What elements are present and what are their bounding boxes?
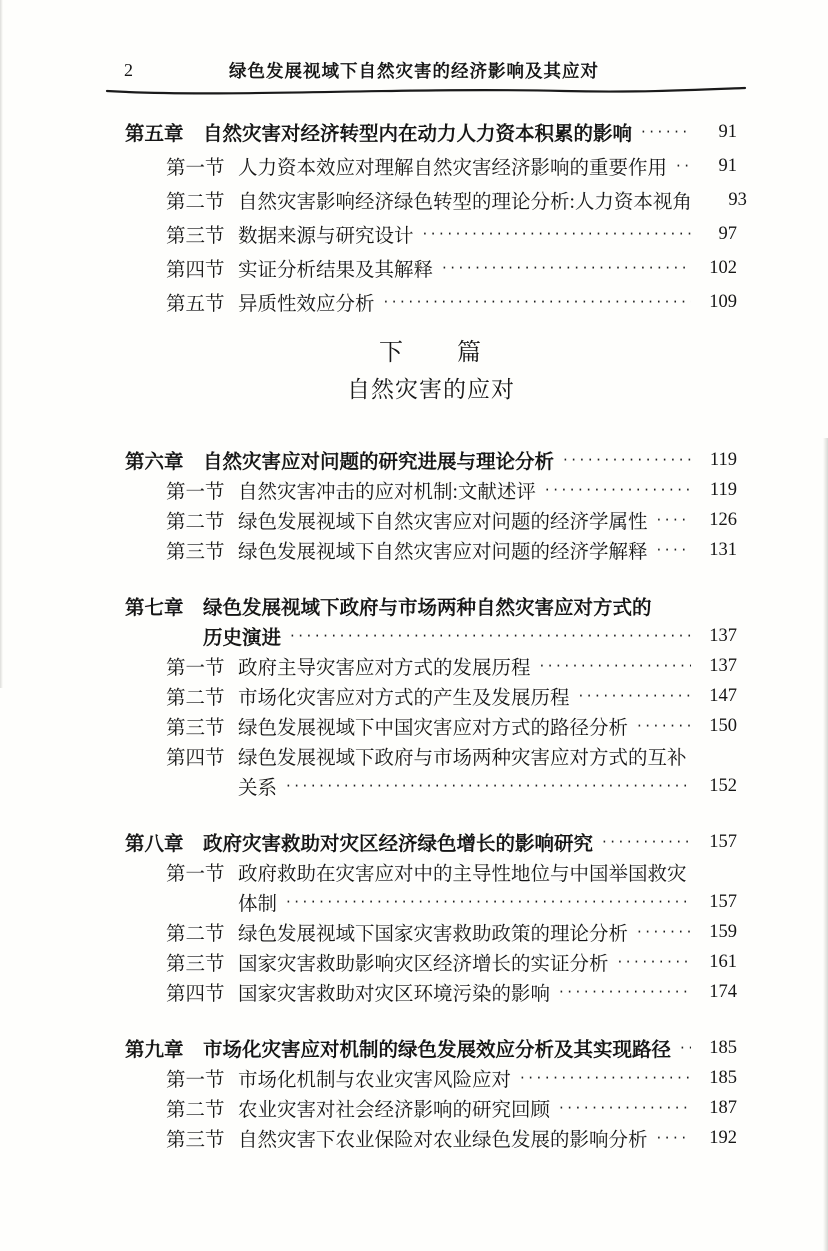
dot-leader xyxy=(442,259,691,277)
toc-entry-page: 185 xyxy=(709,1037,737,1058)
toc-row-section xyxy=(166,651,737,681)
toc-entry-page: 159 xyxy=(709,921,737,942)
toc-entry-page: 152 xyxy=(709,775,737,796)
toc-row-section xyxy=(166,1093,737,1123)
toc-row-section xyxy=(166,857,737,887)
toc-entry-title: 绿色发展视域下中国灾害应对方式的路径分析 xyxy=(238,718,629,739)
dot-leader xyxy=(657,511,691,529)
toc-entry-label: 第一节 xyxy=(166,1070,225,1091)
toc-row-section xyxy=(166,681,737,711)
toc-entry-title: 绿色发展视域下自然灾害应对问题的经济学属性 xyxy=(238,512,648,533)
toc-entry-title: 数据来源与研究设计 xyxy=(238,226,414,247)
toc-entry-page: 119 xyxy=(709,449,737,470)
part-title: 自然灾害的应对 xyxy=(347,377,515,402)
toc-row-section xyxy=(166,217,737,251)
toc-entry-title: 市场化机制与农业灾害风险应对 xyxy=(238,1070,512,1091)
toc-row-section xyxy=(166,251,737,285)
toc-row-section xyxy=(166,475,737,505)
dot-leader xyxy=(657,1129,691,1147)
toc-entry-title: 自然灾害影响经济绿色转型的理论分析:人力资本视角 xyxy=(238,192,692,213)
running-header-title: 绿色发展视域下自然灾害的经济影响及其应对 xyxy=(229,61,599,81)
dot-leader xyxy=(423,225,691,243)
toc-entry-label: 第二节 xyxy=(166,192,225,213)
toc-entry-page: 126 xyxy=(709,509,737,530)
toc-row-section xyxy=(166,917,737,947)
page-header xyxy=(0,58,828,84)
toc-row-section xyxy=(166,183,747,217)
toc-entry-title: 异质性效应分析 xyxy=(238,294,375,315)
toc-row-section xyxy=(166,505,737,535)
toc-entry-label: 第三节 xyxy=(166,954,225,975)
toc-entry-title: 自然灾害对经济转型内在动力人力资本积累的影响 xyxy=(203,123,633,145)
toc-entry-label: 第三节 xyxy=(166,718,225,739)
toc-entry-label: 第三节 xyxy=(166,542,225,563)
toc-entry-page: 109 xyxy=(709,291,737,312)
dot-leader xyxy=(540,657,691,675)
toc-row-chapter xyxy=(125,827,737,857)
toc-entry-label: 第一节 xyxy=(166,158,225,179)
table-of-contents xyxy=(125,115,747,1153)
toc-entry-title: 国家灾害救助影响灾区经济增长的实证分析 xyxy=(238,954,609,975)
toc-entry-page: 161 xyxy=(709,951,737,972)
toc-entry-title: 人力资本效应对理解自然灾害经济影响的重要作用 xyxy=(238,158,668,179)
toc-entry-title: 历史演进 xyxy=(203,627,282,649)
dot-leader xyxy=(286,893,691,911)
toc-entry-page: 192 xyxy=(709,1127,737,1148)
toc-entry-label: 第六章 xyxy=(125,451,184,473)
toc-entry-page: 137 xyxy=(709,625,737,646)
part-divider xyxy=(125,338,737,405)
dot-leader xyxy=(286,777,691,795)
dot-leader xyxy=(559,983,691,1001)
dot-leader xyxy=(579,687,691,705)
dot-leader xyxy=(680,1039,691,1057)
toc-row-section xyxy=(166,535,737,565)
toc-entry-page: 97 xyxy=(718,223,737,244)
toc-entry-label: 第一节 xyxy=(166,864,225,885)
toc-entry-label: 第二节 xyxy=(166,1100,225,1121)
toc-entry-page: 187 xyxy=(709,1097,737,1118)
dot-leader xyxy=(637,717,691,735)
toc-row-chapter xyxy=(125,115,737,149)
toc-row-section_cont xyxy=(238,771,737,801)
toc-entry-page: 147 xyxy=(709,685,737,706)
dot-leader xyxy=(602,833,691,851)
toc-entry-label: 第三节 xyxy=(166,1130,225,1151)
dot-leader xyxy=(545,481,691,499)
toc-row-section xyxy=(166,977,737,1007)
dot-leader xyxy=(384,293,691,311)
dot-leader xyxy=(559,1099,691,1117)
toc-entry-page: 150 xyxy=(709,715,737,736)
toc-entry-label: 第四节 xyxy=(166,748,225,769)
dot-leader xyxy=(641,123,691,141)
toc-row-section xyxy=(166,285,737,319)
toc-entry-page: 91 xyxy=(718,155,737,176)
toc-row-chapter xyxy=(125,1033,737,1063)
toc-entry-label: 第二节 xyxy=(166,924,225,945)
toc-entry-title: 绿色发展视域下政府与市场两种自然灾害应对方式的 xyxy=(203,597,652,619)
header-rule-line xyxy=(104,84,748,100)
toc-row-section xyxy=(166,741,737,771)
dot-leader xyxy=(520,1069,691,1087)
toc-entry-label: 第九章 xyxy=(125,1039,184,1061)
dot-leader xyxy=(637,923,691,941)
toc-entry-label: 第四节 xyxy=(166,260,225,281)
toc-row-chapter xyxy=(125,591,737,621)
toc-entry-title: 体制 xyxy=(238,894,278,915)
toc-entry-title: 关系 xyxy=(238,778,278,799)
toc-entry-page: 131 xyxy=(709,539,737,560)
part-label: 下 篇 xyxy=(379,340,483,366)
toc-entry-page: 102 xyxy=(709,257,737,278)
toc-row-chapter xyxy=(125,445,737,475)
toc-entry-label: 第四节 xyxy=(166,984,225,1005)
toc-entry-label: 第八章 xyxy=(125,833,184,855)
toc-entry-page: 157 xyxy=(709,891,737,912)
toc-entry-page: 157 xyxy=(709,831,737,852)
toc-entry-label: 第七章 xyxy=(125,597,184,619)
toc-entry-title: 政府救助在灾害应对中的主导性地位与中国举国救灾 xyxy=(238,864,687,885)
toc-entry-title: 国家灾害救助对灾区环境污染的影响 xyxy=(238,984,551,1005)
toc-entry-page: 119 xyxy=(709,479,737,500)
toc-entry-label: 第三节 xyxy=(166,226,225,247)
toc-entry-label: 第一节 xyxy=(166,658,225,679)
toc-row-section xyxy=(166,711,737,741)
toc-entry-page: 91 xyxy=(718,121,737,142)
toc-row-section xyxy=(166,1123,737,1153)
toc-entry-title: 市场化灾害应对机制的绿色发展效应分析及其实现路径 xyxy=(203,1039,672,1061)
toc-entry-page: 93 xyxy=(728,189,747,210)
dot-leader xyxy=(657,541,691,559)
toc-entry-title: 市场化灾害应对方式的产生及发展历程 xyxy=(238,688,570,709)
toc-entry-title: 自然灾害冲击的应对机制:文献述评 xyxy=(238,482,536,503)
dot-leader xyxy=(676,157,691,175)
toc-entry-title: 政府主导灾害应对方式的发展历程 xyxy=(238,658,531,679)
toc-entry-title: 绿色发展视域下政府与市场两种灾害应对方式的互补 xyxy=(238,748,687,769)
dot-leader xyxy=(290,627,691,645)
toc-entry-page: 137 xyxy=(709,655,737,676)
toc-entry-title: 实证分析结果及其解释 xyxy=(238,260,434,281)
toc-entry-page: 174 xyxy=(709,981,737,1002)
toc-entry-title: 自然灾害下农业保险对农业绿色发展的影响分析 xyxy=(238,1130,648,1151)
toc-entry-title: 自然灾害应对问题的研究进展与理论分析 xyxy=(203,451,555,473)
toc-row-section xyxy=(166,149,737,183)
toc-entry-label: 第二节 xyxy=(166,688,225,709)
toc-entry-title: 政府灾害救助对灾区经济绿色增长的影响研究 xyxy=(203,833,594,855)
toc-row-section_cont xyxy=(238,887,737,917)
dot-leader xyxy=(563,451,691,469)
toc-entry-label: 第二节 xyxy=(166,512,225,533)
toc-entry-title: 绿色发展视域下国家灾害救助政策的理论分析 xyxy=(238,924,629,945)
toc-row-section xyxy=(166,1063,737,1093)
toc-row-section xyxy=(166,947,737,977)
toc-entry-title: 绿色发展视域下自然灾害应对问题的经济学解释 xyxy=(238,542,648,563)
toc-row-chapter_cont xyxy=(203,621,737,651)
toc-entry-label: 第五节 xyxy=(166,294,225,315)
page-number: 2 xyxy=(124,60,133,80)
dot-leader xyxy=(618,953,691,971)
toc-entry-label: 第五章 xyxy=(125,123,184,145)
toc-entry-title: 农业灾害对社会经济影响的研究回顾 xyxy=(238,1100,551,1121)
toc-entry-page: 185 xyxy=(709,1067,737,1088)
toc-entry-label: 第一节 xyxy=(166,482,225,503)
